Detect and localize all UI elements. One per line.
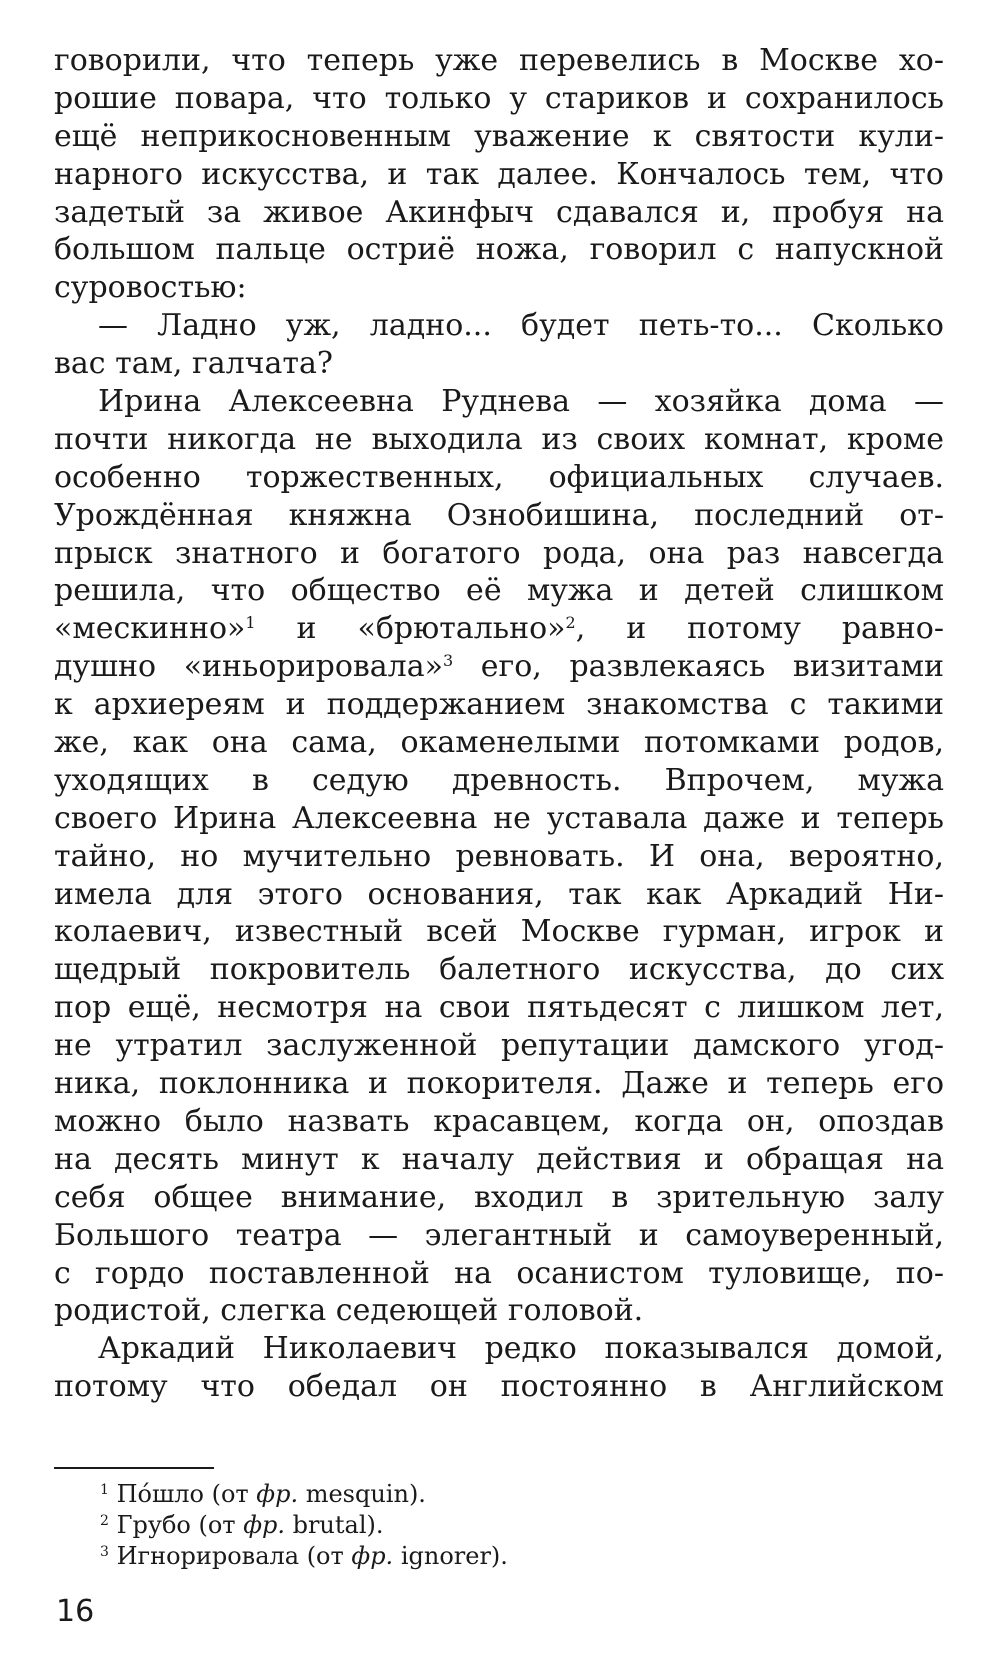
text-line: ника, поклонника и покорителя. Даже и теперь его xyxy=(54,1066,944,1102)
text-line: задетый за живое Акинфыч сдавался и, пробуя на xyxy=(54,194,944,230)
text-line: же, как она сама, окаменелыми потомками родов, xyxy=(54,725,944,761)
footnote-number: 2 xyxy=(100,1513,109,1529)
footnote-word: mesquin). xyxy=(298,1480,426,1508)
text-line: к архиереям и поддержанием знакомства с такими xyxy=(54,687,944,723)
footnote-ref-3: 3 xyxy=(442,651,454,671)
footnote-text: Пóшло (от xyxy=(116,1480,257,1508)
footnote-ref-1: 1 xyxy=(245,613,256,633)
text-line: Урождённая княжна Ознобишина, последний от- xyxy=(54,497,944,533)
footnote-2 xyxy=(100,1510,800,1541)
text-line: рошие повара, что только у стариков и сохранилось xyxy=(54,80,944,116)
footnote-ref-2: 2 xyxy=(565,613,576,633)
text-line: нарного искусства, и так далее. Кончалось тем, что xyxy=(54,156,944,192)
footnote-word: brutal). xyxy=(284,1511,384,1539)
text-line: ещё неприкосновенным уважение к святости кули- xyxy=(54,118,944,154)
text-line: Большого театра — элегантный и самоуверенный, xyxy=(54,1217,944,1253)
footnote-text: Грубо (от xyxy=(116,1511,244,1539)
text-line: говорили, что теперь уже перевелись в Москве хо- xyxy=(54,43,944,78)
text-line-with-footnotes xyxy=(54,610,944,648)
line-segment: и «брютально» xyxy=(255,611,566,647)
footnote-text: Игнорировала (от xyxy=(116,1542,352,1570)
text-line: вас там, галчата? xyxy=(54,346,333,382)
text-line: тайно, но мучительно ревновать. И она, вероятно, xyxy=(54,838,944,874)
text-line: себя общее внимание, входил в зрительную залу xyxy=(54,1179,944,1215)
text-line: с гордо поставленной на осанистом туловище, по- xyxy=(54,1255,944,1291)
text-line: колаевич, известный всей Москве гурман, игрок и xyxy=(54,914,944,950)
text-line: не утратил заслуженной репутации дамского угод- xyxy=(54,1028,944,1064)
line-segment: , и потому равно- xyxy=(575,611,944,647)
text-line: почти никогда не выходила из своих комнат, кроме xyxy=(54,421,944,457)
text-line: Аркадий Николаевич редко показывался домой, xyxy=(98,1331,944,1367)
text-line-with-footnote xyxy=(54,648,944,686)
footnote-3 xyxy=(100,1541,800,1572)
footnote-number: 1 xyxy=(100,1482,109,1498)
text-line: родистой, слегка седеющей головой. xyxy=(54,1293,644,1329)
line-segment: душно «иньорировала» xyxy=(54,649,443,685)
text-line: суровостью: xyxy=(54,270,247,306)
footnote-number: 3 xyxy=(100,1544,109,1560)
footnote-lang: фр. xyxy=(256,1480,299,1508)
main-text xyxy=(54,42,944,1406)
text-line: прыск знатного и богатого рода, она раз навсегда xyxy=(54,535,944,571)
footnote-1 xyxy=(100,1479,800,1510)
line-segment: «мескинно» xyxy=(54,611,246,647)
text-line: можно было назвать красавцем, когда он, опоздав xyxy=(54,1103,944,1139)
footnote-lang: фр. xyxy=(243,1511,285,1539)
text-line: решила, что общество её мужа и детей слишком xyxy=(54,573,944,609)
text-line: — Ладно уж, ладно... будет петь-то... Сколько xyxy=(98,308,944,344)
text-line: большом пальце остриё ножа, говорил с напускной xyxy=(54,232,944,268)
text-line: потому что обедал он постоянно в Английском xyxy=(54,1369,944,1405)
footnote-lang: фр. xyxy=(351,1542,394,1570)
text-line: Ирина Алексеевна Руднева — хозяйка дома — xyxy=(98,384,944,420)
text-line: пор ещё, несмотря на свои пятьдесят с лишком лет, xyxy=(54,990,944,1026)
footnote-word: ignorer). xyxy=(393,1542,508,1570)
footnote-divider xyxy=(54,1467,214,1469)
line-segment: его, развлекаясь визитами xyxy=(453,649,944,685)
page-number: 16 xyxy=(56,1594,95,1629)
footnotes xyxy=(100,1479,800,1572)
text-line: щедрый покровитель балетного искусства, до сих xyxy=(54,952,944,988)
text-line: уходящих в седую древность. Впрочем, мужа xyxy=(54,762,944,798)
text-line: особенно торжественных, официальных случаев. xyxy=(54,459,944,495)
text-line: своего Ирина Алексеевна не уставала даже и теперь xyxy=(54,800,944,836)
text-line: имела для этого основания, так как Аркадий Ни- xyxy=(54,876,944,912)
text-line: на десять минут к началу действия и обращая на xyxy=(54,1141,944,1177)
